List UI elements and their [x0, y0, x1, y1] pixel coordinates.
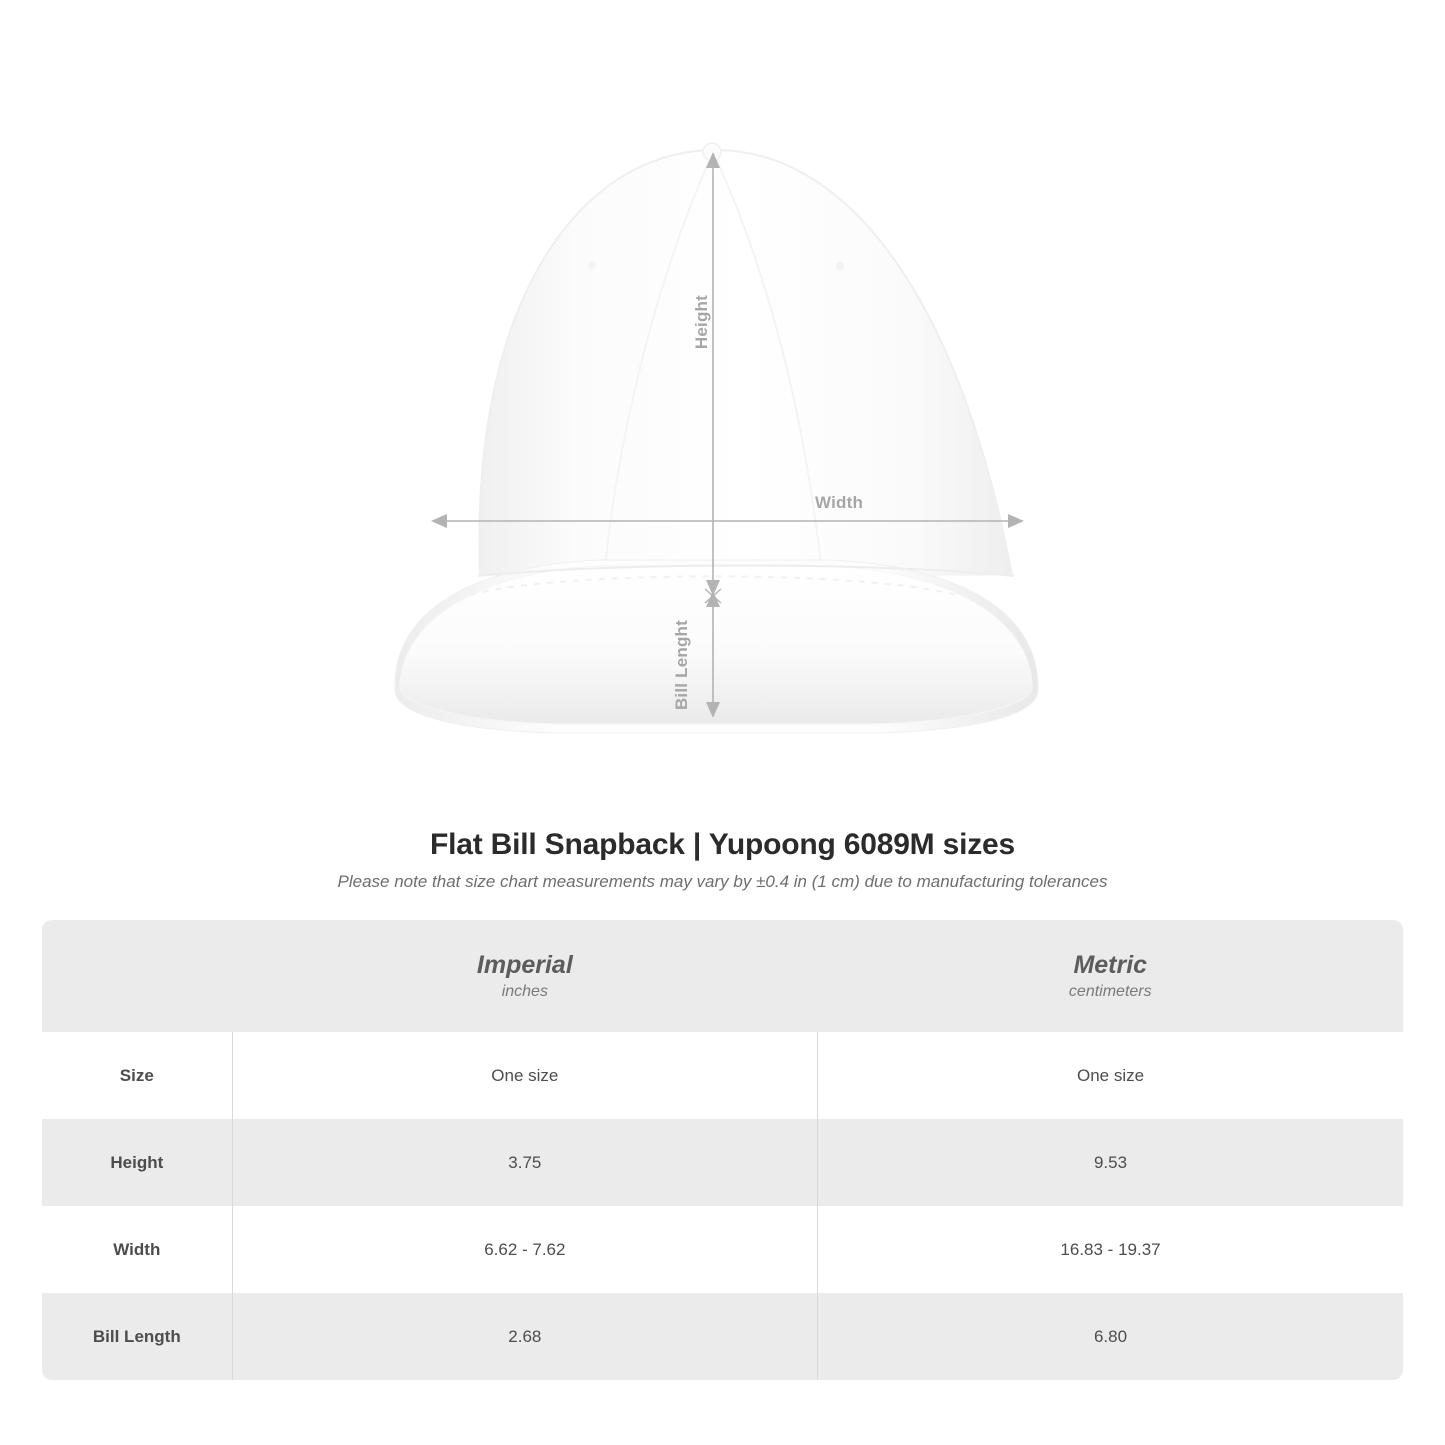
cell-height-metric: 9.53	[818, 1119, 1403, 1206]
size-table-wrapper	[42, 920, 1403, 1380]
cell-height-imperial: 3.75	[232, 1119, 817, 1206]
header-blank-cell	[42, 920, 232, 1032]
table-row	[42, 1293, 1403, 1380]
cell-bill-length-metric: 6.80	[818, 1293, 1403, 1380]
row-label-height: Height	[42, 1119, 232, 1206]
bill-length-dimension-label	[672, 620, 692, 710]
imperial-title: Imperial	[476, 950, 573, 979]
bill-length-line2: Lenght	[672, 620, 691, 678]
title-block	[0, 828, 1445, 892]
table-row	[42, 1032, 1403, 1119]
row-label-bill-length: Bill Length	[42, 1293, 232, 1380]
cell-width-imperial: 6.62 - 7.62	[232, 1206, 817, 1293]
cell-size-imperial: One size	[232, 1032, 817, 1119]
row-label-size: Size	[42, 1032, 232, 1119]
width-dimension-label: Width	[815, 493, 864, 512]
metric-title: Metric	[1073, 950, 1148, 979]
metric-unit: centimeters	[1068, 983, 1152, 1001]
imperial-unit: inches	[501, 983, 548, 1001]
height-dimension-label: Height	[692, 295, 711, 350]
table-row	[42, 1206, 1403, 1293]
bill-length-line1: Bill	[672, 682, 691, 711]
cell-size-metric: One size	[818, 1032, 1403, 1119]
row-label-width: Width	[42, 1206, 232, 1293]
table-row	[42, 1119, 1403, 1206]
header-imperial-cell	[232, 920, 817, 1032]
size-table	[42, 920, 1403, 1380]
table-header-row	[42, 920, 1403, 1032]
page-title: Flat Bill Snapback | Yupoong 6089M sizes	[429, 828, 1015, 861]
cell-bill-length-imperial: 2.68	[232, 1293, 817, 1380]
tolerance-note: Please note that size chart measurements may vary by ±0.4 in (1 cm) due to manufacturing tolerances	[337, 872, 1108, 891]
cell-width-metric: 16.83 - 19.37	[818, 1206, 1403, 1293]
header-metric-cell	[818, 920, 1403, 1032]
